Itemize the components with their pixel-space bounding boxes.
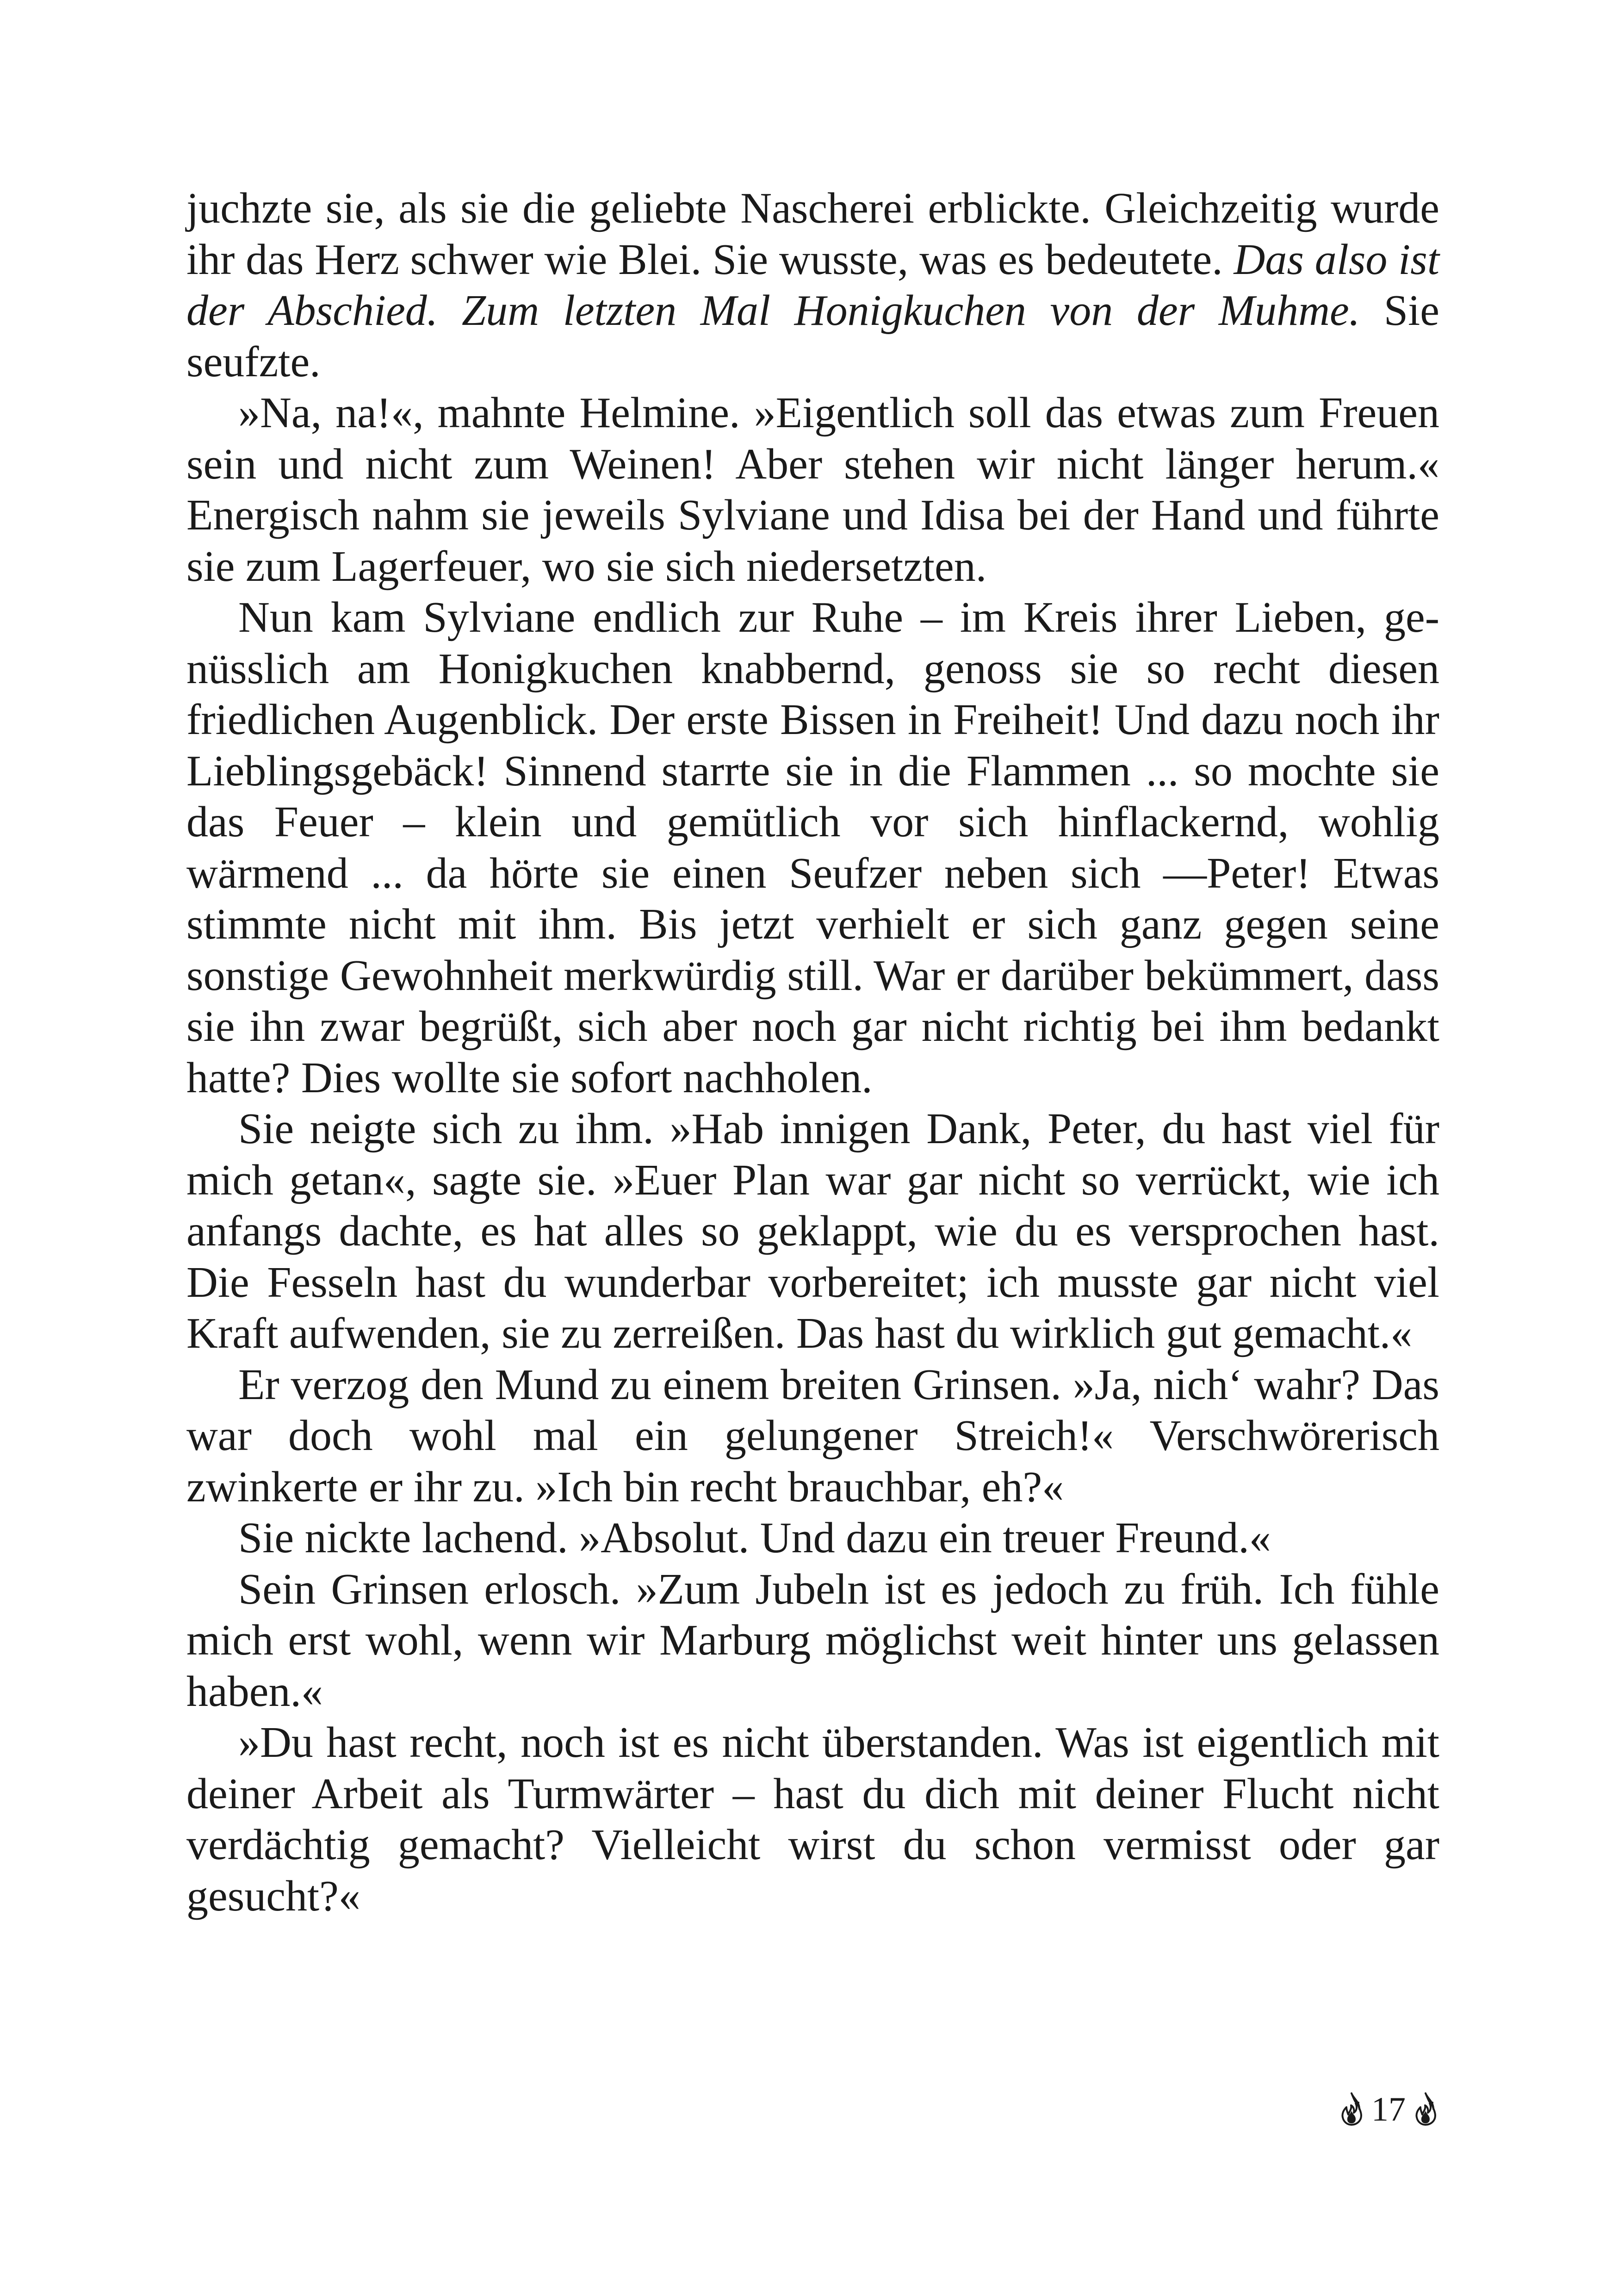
paragraph-7: Sein Grinsen erlosch. »Zum Jubeln ist es jedoch zu früh. Ich fühle mich erst wohl, wenn wir Marburg möglichst weit hinter uns gelassen haben.« <box>186 1565 1439 1716</box>
paragraph-3: Nun kam Sylviane endlich zur Ruhe – im Kreis ihrer Lieben, genüsslich am Honigkuchen knabbernd, genoss sie so recht diesen friedlichen Augenblick. Der erste Bissen in Freiheit! Und dazu noch ihr Lieblingsgebäck! Sinnend starrte sie in die Flammen ... so mochte sie das Feuer – klein und gemütlich vor sich hinflackernd, wohlig wärmend ... da hörte sie einen Seufzer neben sich —Peter! Etwas stimmte nicht mit ihm. Bis jetzt verhielt er sich ganz gegen seine sonstige Gewohnheit merkwürdig still. War er darüber bekümmert, dass sie ihn zwar begrüßt, sich aber noch gar nicht richtig bei ihm bedankt hatte? Dies wollte sie sofort nachholen. <box>186 593 1439 1102</box>
p1-text-a: juchzte sie, als sie die geliebte Nascherei erblickte. Gleichzeitig wurde ihr das Herz schwer wie Blei. Sie wusste, was es bedeutete. <box>186 184 1439 284</box>
flame-icon <box>1412 2092 1439 2127</box>
page-footer <box>1319 2086 1439 2133</box>
paragraph-5: Er verzog den Mund zu einem breiten Grinsen. »Ja, nich‘ wahr? Das war doch wohl mal ein gelungener Streich!« Verschwörerisch zwinkerte er ihr zu. »Ich bin recht brauchbar, eh?« <box>186 1360 1439 1511</box>
paragraph-8: »Du hast recht, noch ist es nicht überstanden. Was ist eigentlich mit deiner Arbeit als Turmwärter – hast du dich mit deiner Flucht nicht verdächtig gemacht? Vielleicht wirst du schon vermisst oder gar gesucht?« <box>186 1718 1439 1920</box>
flame-icon <box>1338 2092 1365 2127</box>
p1-italic-thought: Das also ist der Abschied. Zum letzten Mal Honigkuchen von der Muhme. <box>186 235 1439 335</box>
paragraph-4: Sie neigte sich zu ihm. »Hab innigen Dank, Peter, du hast viel für mich getan«, sagte sie. »Euer Plan war gar nicht so verrückt, wie ich anfangs dachte, es hat alles so geklappt, wie du es versprochen hast. Die Fesseln hast du wunderbar vorbereitet; ich musste gar nicht viel Kraft aufwenden, sie zu zerreißen. Das hast du wirklich gut gemacht.« <box>186 1105 1439 1357</box>
p1-text-b: Sie seufzte. <box>186 286 1439 386</box>
paragraph-1 <box>186 183 1439 387</box>
page-number: 17 <box>1371 2090 1406 2128</box>
paragraph-6: Sie nickte lachend. »Absolut. Und dazu ein treuer Freund.« <box>238 1514 1271 1562</box>
body-text <box>186 183 1439 1922</box>
paragraph-2: »Na, na!«, mahnte Helmine. »Eigentlich soll das etwas zum Freuen sein und nicht zum Weinen! Aber stehen wir nicht länger herum.« Energisch nahm sie jeweils Sylviane und Idisa bei der Hand und führte sie zum Lagerfeuer, wo sie sich niedersetzten. <box>186 389 1439 591</box>
